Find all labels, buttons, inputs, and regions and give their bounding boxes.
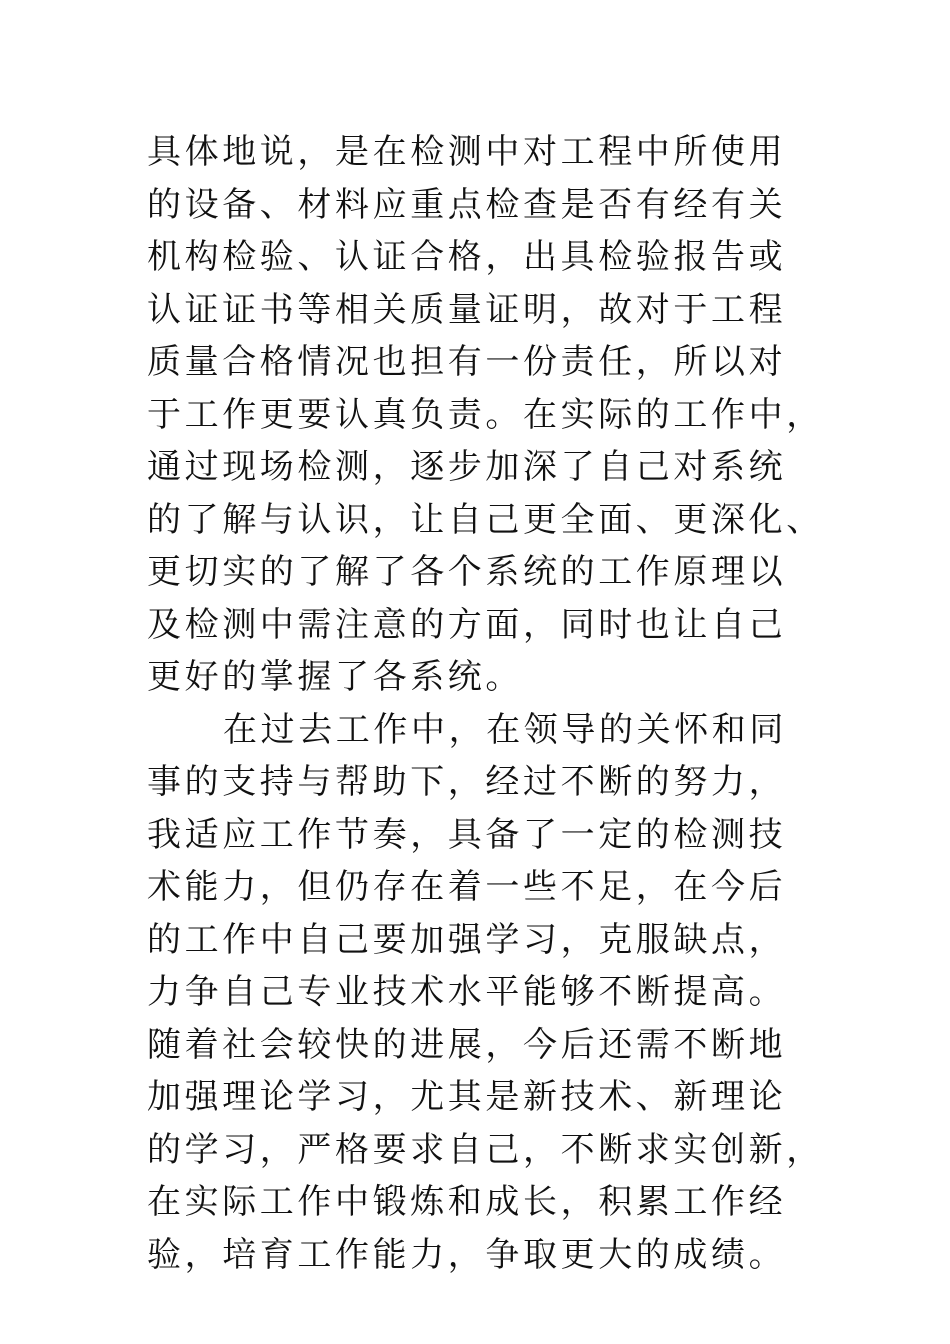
- text-line: 的设备、材料应重点检查是否有经有关: [147, 184, 787, 225]
- text-line: 术能力，但仍存在着一些不足，在今后: [147, 867, 787, 907]
- paragraph-start-line: 在过去工作中，在领导的关怀和同: [223, 709, 787, 750]
- text-line: 加强理论学习，尤其是新技术、新理论: [147, 1077, 787, 1117]
- text-line: 事的支持与帮助下，经过不断的努力，: [147, 762, 787, 802]
- text-line: 的了解与认识，让自己更全面、更深化、: [147, 499, 824, 540]
- text-line: 于工作更要认真负责。在实际的工作中，: [147, 394, 824, 435]
- text-line: 具体地说，是在检测中对工程中所使用: [147, 132, 787, 172]
- text-line: 更好的掌握了各系统。: [147, 657, 523, 697]
- document-body: [147, 126, 827, 1281]
- text-line: 认证证书等相关质量证明，故对于工程: [147, 289, 787, 330]
- text-line: 更切实的了解了各个系统的工作原理以: [147, 552, 787, 592]
- text-line: 机构检验、认证合格，出具检验报告或: [147, 237, 787, 277]
- text-line: 的学习，严格要求自己，不断求实创新，: [147, 1129, 824, 1170]
- text-line: 的工作中自己要加强学习，克服缺点，: [147, 919, 787, 960]
- text-line: 我适应工作节奏，具备了一定的检测技: [147, 814, 787, 855]
- text-line: 随着社会较快的进展，今后还需不断地: [147, 1024, 787, 1065]
- text-line: 力争自己专业技术水平能够不断提高。: [147, 972, 787, 1012]
- text-line: 及检测中需注意的方面，同时也让自己: [147, 604, 787, 645]
- text-line: 验，培育工作能力，争取更大的成绩。: [147, 1234, 787, 1275]
- text-line: 通过现场检测，逐步加深了自己对系统: [147, 447, 787, 487]
- text-line: 质量合格情况也担有一份责任，所以对: [147, 342, 787, 382]
- text-line: 在实际工作中锻炼和成长，积累工作经: [147, 1182, 787, 1222]
